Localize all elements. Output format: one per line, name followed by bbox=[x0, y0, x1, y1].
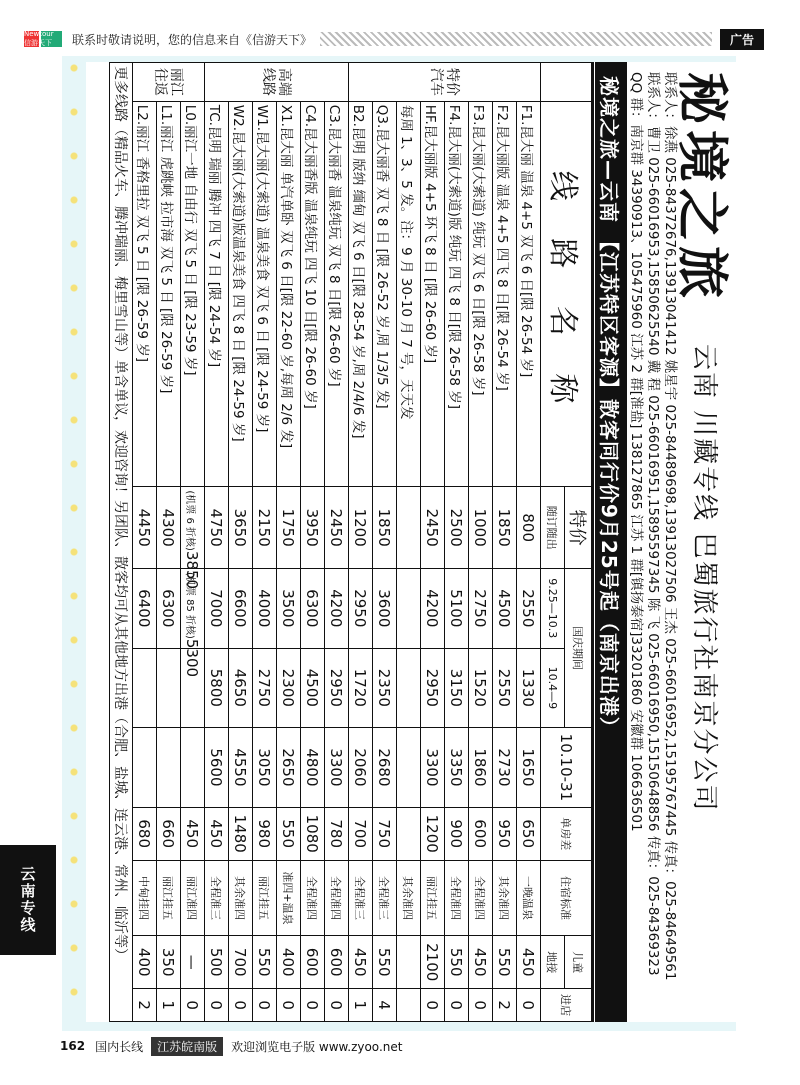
edition-tag: 江苏皖南版 bbox=[151, 1037, 223, 1056]
special-cell: 1000 bbox=[469, 487, 493, 569]
hotel-cell: 全程准四 bbox=[301, 860, 325, 935]
contact-line: QQ 群：南京群 34390913、105475960 江苏 2 群[淮盐] 138127865 江苏 1 群[镇扬泰宿]33201860 安徽群 106636501 bbox=[628, 72, 644, 832]
h1-cell: 4200 bbox=[421, 569, 445, 649]
h1-cell bbox=[181, 569, 205, 678]
table-row bbox=[517, 63, 541, 1022]
footer-note: 更多线路（精品火车、腾冲瑞丽、梅里雪山等）单含单议，欢迎咨询！另团队、散客均可从其他地方出港（合肥、盐城、连云港、常州、临沂等） bbox=[110, 63, 133, 1022]
shop-header: 进店 bbox=[541, 989, 592, 1022]
child-cell: 600 bbox=[325, 936, 349, 989]
holiday1-header: 9.25—10.3 bbox=[541, 569, 565, 649]
child-cell: 400 bbox=[277, 936, 301, 989]
category-cell: 高端线路 bbox=[205, 63, 349, 102]
h2-cell: 2550 bbox=[493, 648, 517, 728]
single-cell: 600 bbox=[469, 807, 493, 860]
hotel-cell: 准四+温泉 bbox=[277, 860, 301, 935]
route-cell: HF.昆大丽版 4+5 环飞 8 日 [限 26-60 岁] bbox=[421, 101, 445, 487]
special-cell: 1850 bbox=[373, 487, 397, 569]
child-cell: 550 bbox=[493, 936, 517, 989]
h2-cell bbox=[133, 648, 157, 728]
h1-cell: 4500 bbox=[493, 569, 517, 649]
hotel-cell: 其余准四 bbox=[229, 860, 253, 935]
special-note: (机票 6 折核) bbox=[184, 490, 196, 551]
shop-cell: 0 bbox=[301, 989, 325, 1022]
single-cell: 750 bbox=[373, 807, 397, 860]
contact-line: 联系人：曹卫 025-66016953,15850625540 戴 程 025-66016951,15895597345 陈 飞 025-66016950,15150648856 传真：025-84369323 bbox=[645, 72, 661, 976]
h1-note: (机票 85 折核) bbox=[184, 572, 196, 639]
shop-cell: 4 bbox=[373, 989, 397, 1022]
ad-label: 广告 bbox=[720, 29, 764, 50]
brand-title: 秘境之旅 bbox=[671, 72, 733, 305]
route-cell: C4.昆大丽香版 温泉纯玩 四飞 10 日[限 26-60 岁] bbox=[301, 101, 325, 487]
h3-cell: 3050 bbox=[253, 728, 277, 808]
hotel-cell: 丽江挂五 bbox=[253, 860, 277, 935]
special-cell: 1750 bbox=[277, 487, 301, 569]
h2-cell: 2300 bbox=[277, 648, 301, 728]
route-price-table bbox=[109, 62, 592, 1022]
special-sub-header: 随订随出 bbox=[541, 487, 565, 569]
single-cell: 450 bbox=[205, 807, 229, 860]
table-row bbox=[469, 63, 493, 1022]
h3-cell bbox=[181, 728, 205, 808]
h1-value: 5300 bbox=[183, 638, 202, 678]
special-cell: 2500 bbox=[445, 487, 469, 569]
top-bar bbox=[24, 28, 764, 50]
single-cell: 700 bbox=[349, 807, 373, 860]
h3-cell: 2680 bbox=[373, 728, 397, 808]
shop-cell: 1 bbox=[157, 989, 181, 1022]
shop-cell: 0 bbox=[181, 989, 205, 1022]
h2-cell: 2950 bbox=[325, 648, 349, 728]
table-row bbox=[325, 63, 349, 1022]
table-row bbox=[373, 63, 397, 1022]
child-cell: 450 bbox=[349, 936, 373, 989]
hotel-cell: 全程准三 bbox=[205, 860, 229, 935]
route-cell: C3.昆大丽香 温泉纯玩 双飞 8 日[限 26-60 岁] bbox=[325, 101, 349, 487]
single-cell: 660 bbox=[157, 807, 181, 860]
child-cell: 600 bbox=[301, 936, 325, 989]
single-cell: 450 bbox=[181, 807, 205, 860]
category-cell: 丽江往返 bbox=[133, 63, 205, 102]
h2-cell: 4650 bbox=[229, 648, 253, 728]
child-cell: 400 bbox=[133, 936, 157, 989]
shop-cell: 1 bbox=[349, 989, 373, 1022]
single-cell: 1200 bbox=[421, 807, 445, 860]
h1-cell: 2950 bbox=[349, 569, 373, 649]
child-sub-header: 地接 bbox=[541, 936, 565, 989]
hotel-header: 住宿标准 bbox=[541, 860, 592, 935]
side-tab: 云南专线 bbox=[0, 845, 56, 955]
special-cell bbox=[397, 487, 421, 569]
holiday2-header: 10.4—9 bbox=[541, 648, 565, 728]
special-cell bbox=[181, 487, 205, 590]
child-cell: 450 bbox=[469, 936, 493, 989]
route-cell: F1.昆大丽 温泉 4+5 双飞 6 日[限 26-54 岁] bbox=[517, 101, 541, 487]
h3-cell: 5600 bbox=[205, 728, 229, 808]
hotel-cell: 丽江挂五 bbox=[157, 860, 181, 935]
route-cell: L1.丽江 虎跳峡 拉市海 双飞 5 日 [限 26-59 岁] bbox=[157, 101, 181, 487]
table-row bbox=[277, 63, 301, 1022]
decorative-stripe bbox=[320, 32, 712, 46]
category-header bbox=[541, 63, 592, 102]
shop-cell: 0 bbox=[253, 989, 277, 1022]
route-cell: W2.昆大丽(大索道)版温泉美食 四飞 8 日 [限 24-59 岁] bbox=[229, 101, 253, 487]
table-row bbox=[493, 63, 517, 1022]
route-cell: L2.丽江 香格里拉 双飞 5 日 [限 26-59 岁] bbox=[133, 101, 157, 487]
shop-cell: 0 bbox=[469, 989, 493, 1022]
h3-cell: 3300 bbox=[325, 728, 349, 808]
child-cell: 700 bbox=[229, 936, 253, 989]
h2-cell: 2750 bbox=[253, 648, 277, 728]
single-cell: 980 bbox=[253, 807, 277, 860]
single-cell: 650 bbox=[517, 807, 541, 860]
child-cell: 550 bbox=[445, 936, 469, 989]
table-row bbox=[421, 63, 445, 1022]
child-cell: 350 bbox=[157, 936, 181, 989]
rotated-advert bbox=[86, 62, 736, 1022]
special-header: 特价 bbox=[565, 487, 592, 569]
hotel-cell: 全程准四 bbox=[325, 860, 349, 935]
section-subtitle: 秘境之旅—云南 【江苏特区客源】散客同行价9月25号起（南京出港） bbox=[595, 62, 627, 1022]
shop-cell: 0 bbox=[229, 989, 253, 1022]
h1-cell: 4200 bbox=[325, 569, 349, 649]
route-cell: Q3.昆大丽香 双飞 8 日 [限 26-52 岁,周 1/3/5 发] bbox=[373, 101, 397, 487]
hotel-cell: 全程准四 bbox=[445, 860, 469, 935]
route-cell: F3.昆大丽(大索道) 纯玩 双飞 6 日[限 26-58 岁] bbox=[469, 101, 493, 487]
h3-cell bbox=[133, 728, 157, 808]
site-link[interactable]: 欢迎浏览电子版 www.zyoo.net bbox=[231, 1039, 403, 1054]
top-notice: 联系时敬请说明，您的信息来自《信游天下》 bbox=[72, 32, 313, 47]
shop-cell: 2 bbox=[133, 989, 157, 1022]
shop-cell: 0 bbox=[421, 989, 445, 1022]
h1-cell: 3500 bbox=[277, 569, 301, 649]
h1-cell: 4000 bbox=[253, 569, 277, 649]
single-cell: 780 bbox=[325, 807, 349, 860]
h3-cell: 3300 bbox=[421, 728, 445, 808]
special-cell: 4750 bbox=[205, 487, 229, 569]
table-row bbox=[397, 63, 421, 1022]
single-cell: 950 bbox=[493, 807, 517, 860]
hotel-cell: 中甸挂四 bbox=[133, 860, 157, 935]
table-row bbox=[133, 63, 157, 1022]
shop-cell bbox=[397, 989, 421, 1022]
table-row bbox=[181, 63, 205, 1022]
single-cell: 1080 bbox=[301, 807, 325, 860]
h1-cell: 6600 bbox=[229, 569, 253, 649]
special-cell: 2450 bbox=[325, 487, 349, 569]
child-cell bbox=[397, 936, 421, 989]
single-cell: 900 bbox=[445, 807, 469, 860]
h3-cell: 2730 bbox=[493, 728, 517, 808]
table-row bbox=[445, 63, 469, 1022]
child-cell: 450 bbox=[517, 936, 541, 989]
child-cell: 500 bbox=[205, 936, 229, 989]
page-number: 162 bbox=[60, 1039, 86, 1053]
h1-cell bbox=[397, 569, 421, 649]
h3-cell: 3350 bbox=[445, 728, 469, 808]
h3-cell: 2650 bbox=[277, 728, 301, 808]
h3-cell: 4550 bbox=[229, 728, 253, 808]
child-cell: 550 bbox=[253, 936, 277, 989]
single-cell: 1480 bbox=[229, 807, 253, 860]
hotel-cell: 一晚温泉 bbox=[517, 860, 541, 935]
h1-cell: 7000 bbox=[205, 569, 229, 649]
route-cell: W1.昆大丽(大索道) 温泉美食 双飞 6 日 [限 24-59 岁] bbox=[253, 101, 277, 487]
table-row bbox=[229, 63, 253, 1022]
hotel-cell: 全程准四 bbox=[469, 860, 493, 935]
h3-cell: 1860 bbox=[469, 728, 493, 808]
table-row bbox=[349, 63, 373, 1022]
shop-cell: 2 bbox=[493, 989, 517, 1022]
special-cell: 3950 bbox=[301, 487, 325, 569]
section-name: 国内长线 bbox=[95, 1039, 144, 1054]
h3-cell: 2060 bbox=[349, 728, 373, 808]
special-cell: 2450 bbox=[421, 487, 445, 569]
hotel-cell: 丽江挂五 bbox=[421, 860, 445, 935]
table-body bbox=[133, 63, 541, 1022]
single-cell: 680 bbox=[133, 807, 157, 860]
special-cell: 3650 bbox=[229, 487, 253, 569]
special-cell: 800 bbox=[517, 487, 541, 569]
h2-cell: 4500 bbox=[301, 648, 325, 728]
hotel-cell: 丽江准四 bbox=[181, 860, 205, 935]
h1-cell: 5100 bbox=[445, 569, 469, 649]
h3-cell bbox=[157, 728, 181, 808]
special-cell: 1850 bbox=[493, 487, 517, 569]
shop-cell: 0 bbox=[205, 989, 229, 1022]
h1-cell: 2550 bbox=[517, 569, 541, 649]
child-header: 儿童 bbox=[565, 936, 592, 989]
child-cell: — bbox=[181, 936, 205, 989]
h2-cell: 1520 bbox=[469, 648, 493, 728]
h1-cell: 6300 bbox=[157, 569, 181, 649]
h3-cell: 4800 bbox=[301, 728, 325, 808]
special-cell: 4450 bbox=[133, 487, 157, 569]
shop-cell: 0 bbox=[277, 989, 301, 1022]
route-cell: 每周 1、3、5 发。注：9 月 30-10 月 7 号，天天发 bbox=[397, 101, 421, 487]
bottom-bar bbox=[60, 1036, 402, 1056]
category-cell: 特价汽车 bbox=[349, 63, 541, 102]
h3-cell bbox=[397, 728, 421, 808]
route-cell: F2.昆大丽版 温泉 4+5 四飞 8 日[限 26-54 岁] bbox=[493, 101, 517, 487]
special-cell: 2150 bbox=[253, 487, 277, 569]
table-row bbox=[301, 63, 325, 1022]
h1-cell: 3600 bbox=[373, 569, 397, 649]
route-cell: TC.昆明 瑞丽 腾冲 四飞 7 日 [限 24-54 岁] bbox=[205, 101, 229, 487]
h1-cell: 2750 bbox=[469, 569, 493, 649]
brand-subtitle: 云南 川藏专线 巴蜀旅行社南京分公司 bbox=[689, 344, 720, 813]
route-cell: B2.昆明 版纳 缅甸 双飞 6 日[限 28-54 岁,周 2/4/6 发] bbox=[349, 101, 373, 487]
route-header: 线 路 名 称 bbox=[541, 101, 592, 487]
child-cell: 550 bbox=[373, 936, 397, 989]
h2-cell: 1720 bbox=[349, 648, 373, 728]
h2-cell bbox=[397, 648, 421, 728]
single-header: 单房差 bbox=[541, 807, 592, 860]
newtour-logo: Newtour 信游天下 bbox=[24, 31, 62, 47]
holiday-header: 国庆期间 bbox=[565, 569, 592, 728]
shop-cell: 0 bbox=[517, 989, 541, 1022]
h2-cell: 2950 bbox=[421, 648, 445, 728]
h2-cell: 2350 bbox=[373, 648, 397, 728]
special-cell: 1200 bbox=[349, 487, 373, 569]
route-cell: L0.丽江一地 自由行 双飞 5 日 [限 23-59 岁] bbox=[181, 101, 205, 487]
h2-cell: 5800 bbox=[205, 648, 229, 728]
h2-cell bbox=[157, 648, 181, 728]
holiday3-header: 10.10-31 bbox=[541, 728, 592, 808]
shop-cell: 0 bbox=[445, 989, 469, 1022]
advert-header bbox=[592, 62, 736, 1022]
contact-info bbox=[627, 62, 678, 1022]
route-cell: F4.昆大丽(大索道)版 纯玩 四飞 8 日[限 26-58 岁] bbox=[445, 101, 469, 487]
contact-line: 联系人：徐燕 025-84372676,13913041412 姚星宇 025-84489698,13913027506 王杰 025-66016952,15195767445 传真：025-84649561 bbox=[662, 72, 678, 981]
h2-cell: 3150 bbox=[445, 648, 469, 728]
hotel-cell: 其余准四 bbox=[493, 860, 517, 935]
h1-cell: 6400 bbox=[133, 569, 157, 649]
special-cell: 4300 bbox=[157, 487, 181, 569]
single-cell: 550 bbox=[277, 807, 301, 860]
shop-cell: 0 bbox=[325, 989, 349, 1022]
h2-cell: 1330 bbox=[517, 648, 541, 728]
route-cell: X1.昆大丽 单汽单卧 双飞 6 日[限 22-60 岁,每周 2/6 发] bbox=[277, 101, 301, 487]
hotel-cell: 全程准三 bbox=[373, 860, 397, 935]
child-cell: 2100 bbox=[421, 936, 445, 989]
h1-cell: 6300 bbox=[301, 569, 325, 649]
h3-cell: 1650 bbox=[517, 728, 541, 808]
table-row bbox=[205, 63, 229, 1022]
table-row bbox=[253, 63, 277, 1022]
special-value: 3850 bbox=[183, 550, 202, 590]
table-row bbox=[157, 63, 181, 1022]
hotel-cell: 其余准四 bbox=[397, 860, 421, 935]
hotel-cell: 全程准三 bbox=[349, 860, 373, 935]
single-cell bbox=[397, 807, 421, 860]
